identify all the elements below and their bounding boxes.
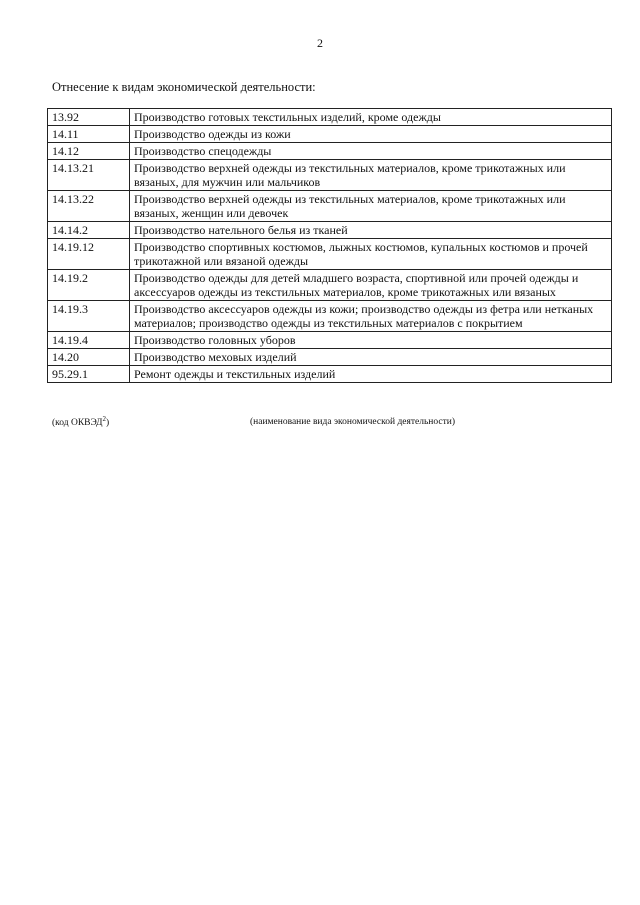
okved-code: 14.19.3	[48, 301, 130, 332]
activity-name: Производство нательного белья из тканей	[130, 222, 612, 239]
table-row	[48, 301, 612, 332]
okved-code: 13.92	[48, 109, 130, 126]
activity-name: Производство готовых текстильных изделий, кроме одежды	[130, 109, 612, 126]
table-row	[48, 239, 612, 270]
activity-name: Производство спецодежды	[130, 143, 612, 160]
okved-code: 14.19.12	[48, 239, 130, 270]
okved-code: 14.19.4	[48, 332, 130, 349]
intro-text: Отнесение к видам экономической деятельности:	[52, 80, 316, 94]
activity-name: Производство одежды для детей младшего возраста, спортивной или прочей одежды и аксессуаров одежды из текстильных материалов, кроме трикотажных или вязаных	[130, 270, 612, 301]
name-caption: (наименование вида экономической деятельности)	[250, 417, 455, 427]
table-row	[48, 109, 612, 126]
okved-code: 14.13.21	[48, 160, 130, 191]
footnote-marker: 2	[102, 415, 106, 423]
activity-name: Производство одежды из кожи	[130, 126, 612, 143]
okved-code: 14.12	[48, 143, 130, 160]
table-row	[48, 349, 612, 366]
code-caption	[52, 415, 109, 428]
okved-code: 14.14.2	[48, 222, 130, 239]
activity-name: Производство верхней одежды из текстильных материалов, кроме трикотажных или вязаных, для мужчин или мальчиков	[130, 160, 612, 191]
page-number: 2	[317, 36, 323, 50]
table-row	[48, 222, 612, 239]
activity-name: Производство аксессуаров одежды из кожи; производство одежды из фетра или нетканых материалов; производство одежды из текстильных материалов с покрытием	[130, 301, 612, 332]
okved-table	[47, 108, 612, 383]
table-row	[48, 332, 612, 349]
okved-code: 14.19.2	[48, 270, 130, 301]
okved-code: 14.20	[48, 349, 130, 366]
table-row	[48, 126, 612, 143]
code-caption-label: (код ОКВЭД	[52, 418, 103, 429]
table-row	[48, 143, 612, 160]
code-caption-close: )	[105, 418, 110, 429]
activity-name: Производство спортивных костюмов, лыжных костюмов, купальных костюмов и прочей трикотажной или вязаной одежды	[130, 239, 612, 270]
table-row	[48, 160, 612, 191]
table-row	[48, 191, 612, 222]
activity-name: Производство верхней одежды из текстильных материалов, кроме трикотажных или вязаных, женщин или девочек	[130, 191, 612, 222]
table-row	[48, 366, 612, 383]
okved-code: 95.29.1	[48, 366, 130, 383]
activity-name: Производство меховых изделий	[130, 349, 612, 366]
okved-code: 14.11	[48, 126, 130, 143]
table-row	[48, 270, 612, 301]
okved-code: 14.13.22	[48, 191, 130, 222]
activity-name: Производство головных уборов	[130, 332, 612, 349]
activity-name: Ремонт одежды и текстильных изделий	[130, 366, 612, 383]
